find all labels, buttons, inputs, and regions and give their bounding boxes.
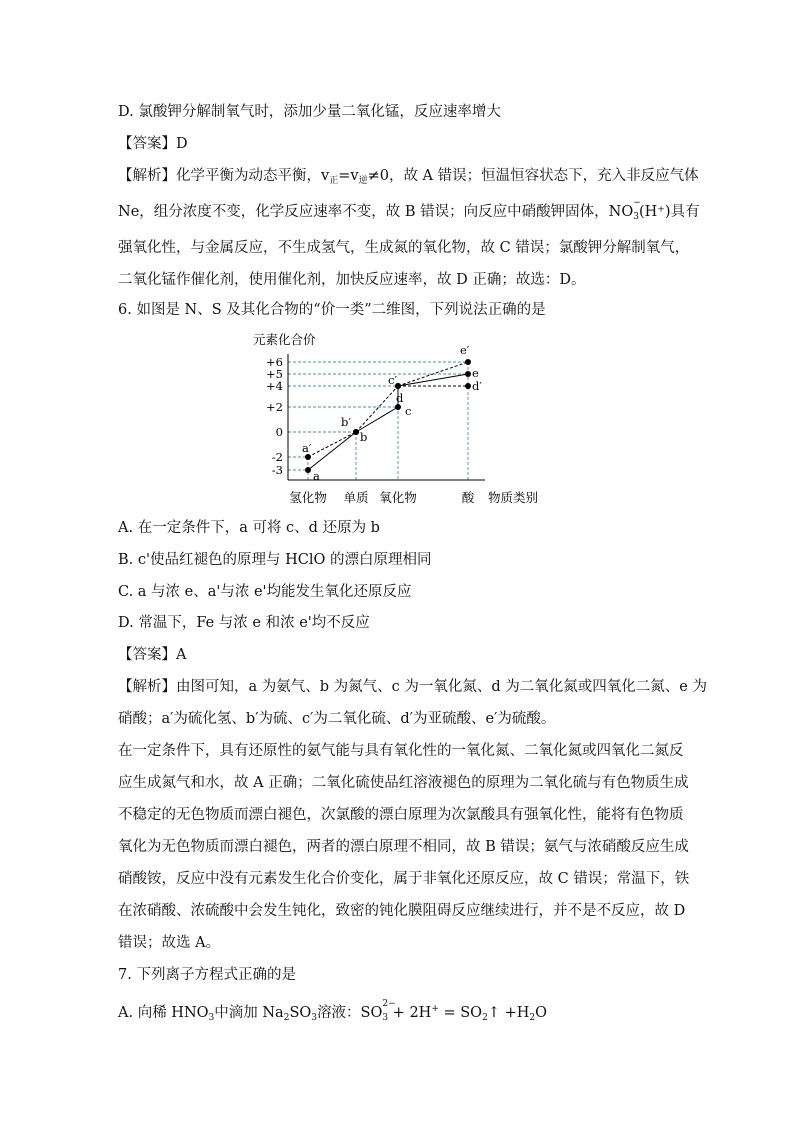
analysis-q6-line6: 氧化为无色物质而漂白褪色，两者的漂白原理不相同，故 B 错误；氨气与浓硝酸反应生成 xyxy=(118,839,689,855)
option-a-q7 xyxy=(118,999,547,1028)
data-point xyxy=(353,429,359,435)
analysis-q6-line1 xyxy=(118,677,707,697)
x-category-label: 氢化物 xyxy=(289,490,327,505)
y-tick-label: -3 xyxy=(271,463,283,477)
ionic-equation xyxy=(360,999,547,1023)
n-series-line xyxy=(356,407,398,432)
question-7-stem: 7. 下列离子方程式正确的是 xyxy=(118,967,296,983)
subscript: 3 xyxy=(208,1013,215,1023)
analysis-text: =v xyxy=(338,168,359,184)
subscript: 逆 xyxy=(358,176,368,186)
subscript: 2 xyxy=(482,1013,488,1023)
option-c: C. a 与浓 e、a'与浓 e'均能发生氧化还原反应 xyxy=(118,584,412,600)
subscript: 3 xyxy=(311,1013,318,1023)
eq-part: = SO xyxy=(438,1005,483,1021)
s-series-line xyxy=(308,432,356,457)
ion-charge xyxy=(382,999,396,1028)
superscript: − xyxy=(633,198,641,208)
analysis-q6-line7: 硝酸铵，反应中没有元素发生化合价变化，属于非氧化还原反应，故 C 错误；常温下，铁 xyxy=(118,871,690,887)
option-text: A. 向稀 HNO xyxy=(118,1005,209,1021)
option-d: D. 氯酸钾分解制氧气时，添加少量二氧化锰，反应速率增大 xyxy=(118,104,501,120)
y-tick-label: +6 xyxy=(266,355,283,369)
subscript: 3 xyxy=(633,212,639,222)
analysis-q5-line3: 强氧化性，与金属反应，不生成氢气，生成氮的氧化物，故 C 错误；氯酸钾分解制氧气， xyxy=(118,240,690,256)
analysis-q5-line2 xyxy=(118,198,700,227)
point-label: b′ xyxy=(341,415,351,429)
analysis-text: (H⁺)具有 xyxy=(638,204,700,220)
analysis-q5-line4: 二氧化锰作催化剂，使用催化剂，加快反应速率，故 D 正确；故选：D。 xyxy=(118,272,586,288)
subscript: 2 xyxy=(529,1013,536,1023)
point-label: a′ xyxy=(302,441,312,455)
option-d-q6: D. 常温下，Fe 与浓 e 和浓 e'均不反应 xyxy=(118,615,370,631)
y-tick-label: +5 xyxy=(266,367,283,381)
analysis-text: ≠0，故 A 错误；恒温恒容状态下，充入非反应气体 xyxy=(367,168,699,184)
analysis-q6-line4: 应生成氮气和水，故 A 正确；二氧化硫使品红溶液褪色的原理为二氧化硫与有色物质生成 xyxy=(118,775,689,791)
analysis-q6-line8: 在浓硝酸、浓硫酸中会发生钝化，致密的钝化膜阻碍反应继续进行，并不是不反应，故 D xyxy=(118,903,686,919)
eq-part: O xyxy=(535,1005,547,1021)
point-label: a xyxy=(313,469,320,483)
analysis-label: 【解析】 xyxy=(118,168,176,184)
subscript: 2 xyxy=(283,1013,290,1023)
eq-part: SO xyxy=(360,1005,383,1021)
point-label: b xyxy=(360,430,368,444)
analysis-q6-line9: 错误；故选 A。 xyxy=(118,935,221,951)
n-series-line xyxy=(308,432,356,470)
x-category-labels xyxy=(289,490,475,505)
point-label: e′ xyxy=(460,343,470,357)
n-series-line xyxy=(398,374,468,386)
valence-class-diagram xyxy=(250,330,550,510)
x-category-label: 氧化物 xyxy=(379,490,417,505)
data-point xyxy=(465,359,471,365)
data-point xyxy=(465,371,471,377)
point-label: e xyxy=(472,366,479,380)
eq-part: + 2H xyxy=(388,1005,432,1021)
option-a: A. 在一定条件下，a 可将 c、d 还原为 b xyxy=(118,520,380,536)
x-category-label: 酸 xyxy=(461,490,475,505)
superscript: 2− xyxy=(382,999,396,1009)
answer-q6: 【答案】A xyxy=(118,647,187,663)
subscript: 正 xyxy=(329,176,339,186)
option-text: 中滴加 Na xyxy=(214,1005,284,1021)
gridlines xyxy=(288,362,468,480)
x-axis-label: 物质类别 xyxy=(488,490,539,505)
data-points xyxy=(302,343,482,483)
y-tick-label: -2 xyxy=(271,450,283,464)
eq-part: ↑ +H xyxy=(487,1005,530,1021)
y-axis-label: 元素化合价 xyxy=(253,332,316,347)
subscript: 3 xyxy=(382,1013,389,1023)
point-label: d′ xyxy=(472,379,482,393)
analysis-label: 【解析】 xyxy=(118,679,176,695)
s-series-line xyxy=(356,386,398,432)
point-label: c′ xyxy=(388,373,398,387)
y-tick-label: +2 xyxy=(266,400,283,414)
option-text: 溶液： xyxy=(317,1005,361,1021)
analysis-q6-line2: 硝酸；a′为硫化氢、b′为硫、c′为二氧化硫、d′为亚硫酸、e′为硫酸。 xyxy=(118,711,556,727)
ion-charge xyxy=(633,198,641,227)
analysis-text: Ne，组分浓度不变，化学反应速率不变，故 B 错误；向反应中硝酸钾固体，NO xyxy=(118,204,634,220)
analysis-q6-line3: 在一定条件下，具有还原性的氨气能与具有氧化性的一氧化氮、二氧化氮或四氧化二氮反 xyxy=(118,743,684,759)
data-point xyxy=(465,383,471,389)
x-category-label: 单质 xyxy=(343,490,369,505)
analysis-q5-line1 xyxy=(118,166,699,191)
y-tick-label: +4 xyxy=(266,379,283,393)
y-tick-label: 0 xyxy=(275,425,283,439)
point-label: c xyxy=(405,404,412,418)
question-6-stem: 6. 如图是 N、S 及其化合物的“价一类”二维图，下列说法正确的是 xyxy=(118,302,546,318)
y-tick-labels xyxy=(266,355,283,477)
answer-q5: 【答案】D xyxy=(118,136,188,152)
data-point xyxy=(305,467,311,473)
option-b: B. c'使品红褪色的原理与 HClO 的漂白原理相同 xyxy=(118,552,432,568)
analysis-q6-line5: 不稳定的无色物质而漂白褪色，次氯酸的漂白原理为次氯酸具有强氧化性，能将有色物质 xyxy=(118,807,684,823)
point-label: d xyxy=(396,391,404,405)
analysis-text: 由图可知，a 为氨气、b 为氮气、c 为一氧化氮、d 为二氧化氮或四氧化二氮、e 为 xyxy=(176,679,707,695)
analysis-text: 化学平衡为动态平衡，v xyxy=(176,168,330,184)
superscript: + xyxy=(431,1004,439,1014)
option-text: SO xyxy=(289,1005,312,1021)
